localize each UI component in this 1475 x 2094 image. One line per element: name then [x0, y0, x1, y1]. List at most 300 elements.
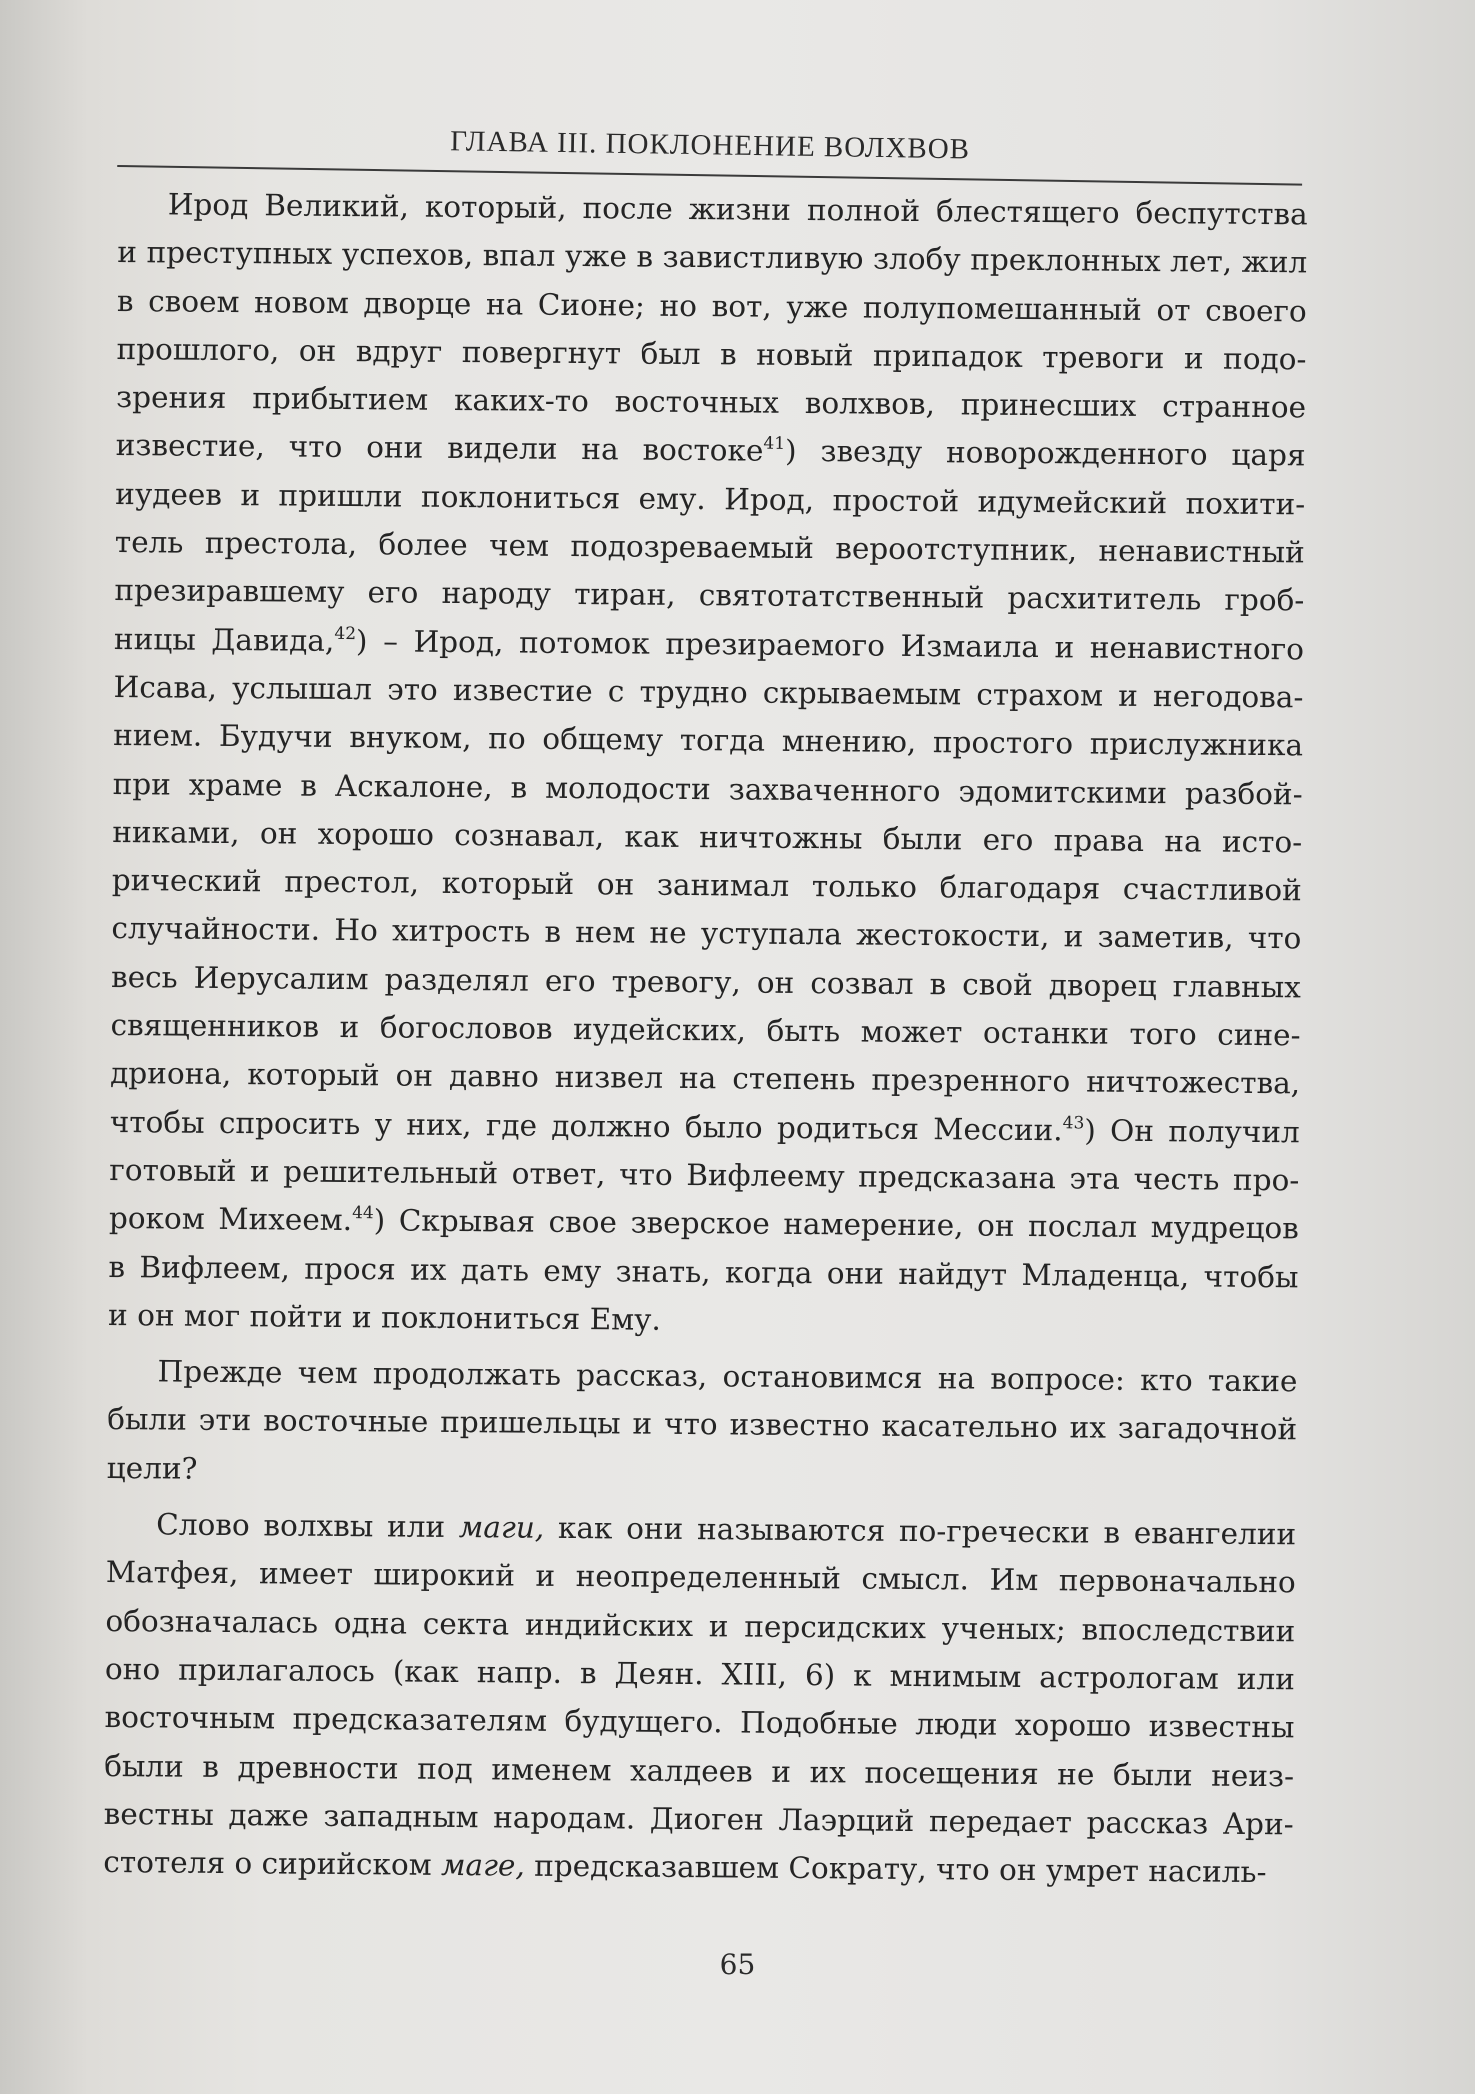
text-run: XIII,: [721, 1657, 788, 1692]
text-run: напр.: [476, 1655, 563, 1690]
text-run: чтобы: [109, 1104, 205, 1140]
text-run: простой: [832, 483, 960, 519]
text-run: он: [137, 1298, 175, 1333]
text-run: передает: [928, 1803, 1073, 1840]
text-run: права: [1053, 823, 1145, 858]
text-run: вдруг: [355, 333, 443, 369]
word: [491, 1745, 612, 1794]
text-run: который,: [424, 189, 567, 225]
text-run: должно: [551, 1108, 671, 1144]
text-run: к: [853, 1658, 872, 1693]
word: [1248, 914, 1302, 963]
word: [252, 374, 428, 424]
word: [570, 522, 814, 572]
word: [278, 471, 402, 520]
word: [1086, 1798, 1208, 1847]
text-run: в: [202, 1749, 220, 1784]
word: [1113, 1750, 1193, 1799]
text-run: имеет: [258, 1556, 354, 1592]
text-run: каких-то: [453, 383, 589, 419]
text-run: сирийском: [261, 1846, 432, 1882]
text-run: престол,: [284, 864, 420, 900]
text-run: не: [1057, 1756, 1095, 1792]
text-run: и: [1054, 629, 1075, 665]
text-run: Матфея,: [105, 1555, 239, 1591]
word: [103, 1845, 225, 1880]
word: [1118, 1404, 1298, 1454]
text-run: рический: [111, 863, 262, 899]
word: [105, 1597, 318, 1647]
text-run: них,: [406, 1107, 472, 1142]
word: [858, 1152, 1056, 1202]
word: [1223, 1800, 1294, 1849]
word: [711, 282, 771, 331]
word: [111, 953, 178, 1002]
word: [108, 1242, 125, 1290]
text-run: успехов,: [341, 237, 474, 273]
word: [1222, 818, 1303, 867]
word: [936, 1852, 990, 1886]
text-run: они: [626, 1511, 684, 1546]
text-run: народам.: [493, 1800, 636, 1836]
text-run: астрологам: [1039, 1660, 1219, 1696]
text-run: и: [240, 477, 261, 513]
word: [639, 668, 748, 717]
text-run: пришельцы: [440, 1405, 621, 1441]
word: [454, 811, 604, 861]
text-run: тель: [114, 525, 184, 560]
word: [939, 863, 1100, 913]
word: [699, 813, 863, 863]
word: [109, 1146, 236, 1195]
text-run: в: [929, 966, 947, 1002]
text-run: пойти: [249, 1299, 343, 1334]
word: [697, 1505, 886, 1555]
text-run: зрения: [115, 380, 227, 416]
word: [649, 909, 687, 958]
text-run: намерение,: [783, 1207, 964, 1243]
word: [575, 908, 635, 957]
text-run: негодова-: [1152, 679, 1304, 715]
text-run: никами,: [112, 814, 240, 850]
text-run: не: [649, 916, 687, 951]
word: [115, 470, 222, 519]
text-run: расхититель: [1007, 581, 1202, 617]
text-run: найдут: [898, 1256, 1008, 1292]
text-run: называются: [696, 1512, 886, 1548]
word: [116, 325, 279, 375]
word: [1007, 574, 1201, 624]
text-run: в: [300, 768, 318, 803]
word: [1090, 720, 1304, 770]
word: [1184, 334, 1204, 382]
word: [1123, 865, 1302, 915]
text-run: который: [247, 1057, 380, 1093]
word: [117, 228, 137, 276]
word: [709, 1602, 729, 1650]
text-run: Великий,: [264, 188, 410, 224]
word: [805, 1651, 836, 1700]
word: [933, 1105, 1096, 1155]
word: [219, 1099, 361, 1149]
word: [1185, 769, 1303, 818]
word: [1054, 816, 1145, 865]
text-run: готовый: [109, 1152, 237, 1189]
word: [534, 1849, 779, 1885]
text-run: и: [771, 1754, 792, 1789]
word: [1172, 962, 1301, 1011]
word: [1148, 1702, 1294, 1752]
word: [871, 1056, 1070, 1106]
word: [544, 908, 561, 956]
text-run: разделял: [384, 962, 530, 998]
text-run: захваченного: [728, 771, 941, 808]
word: [1090, 623, 1305, 673]
text-run: эта: [1069, 1161, 1121, 1196]
word: [1208, 1357, 1298, 1406]
word: [146, 229, 332, 279]
text-run: прилагалось: [178, 1652, 375, 1689]
word: [510, 763, 527, 811]
word: [449, 1052, 539, 1101]
text-run: что: [288, 429, 343, 465]
word: [1241, 238, 1307, 287]
text-run: на: [485, 286, 524, 322]
text-run: известие: [452, 672, 593, 709]
text-run: это: [387, 672, 438, 707]
word: [545, 763, 711, 813]
word: [856, 911, 1050, 961]
word: [983, 1009, 1109, 1058]
text-run: чем: [488, 528, 550, 563]
text-run: скрываемым: [762, 675, 962, 712]
text-run: иудейских,: [572, 1012, 747, 1048]
word: [240, 471, 260, 519]
text-run: исто-: [1221, 824, 1303, 860]
text-run: ненавистного: [1089, 630, 1305, 667]
word: [619, 1150, 673, 1199]
text-run: вопросе:: [990, 1361, 1126, 1397]
word: [116, 373, 227, 422]
text-run: чтобы: [1203, 1259, 1299, 1294]
text-run: впоследствии: [1081, 1612, 1296, 1648]
text-run: тогда: [679, 723, 766, 758]
word: [729, 765, 941, 815]
text-run: послал: [1027, 1209, 1138, 1245]
word: [977, 1202, 1015, 1251]
text-run: знать,: [615, 1253, 711, 1289]
text-run: одна: [333, 1605, 408, 1641]
word: [665, 619, 885, 669]
word: [110, 1098, 205, 1147]
word: [1168, 1107, 1300, 1156]
text-run: восточным: [104, 1700, 276, 1736]
text-run: быть: [766, 1013, 841, 1049]
text-run: были: [1112, 1757, 1193, 1792]
word: [137, 1298, 175, 1332]
text-run: может: [860, 1014, 963, 1050]
word: [740, 1699, 898, 1749]
text-run: повергнут: [461, 334, 622, 371]
word: [1021, 1250, 1189, 1300]
word: [356, 327, 443, 376]
text-run: пришли: [278, 478, 403, 514]
word: [157, 1348, 282, 1397]
word: [1081, 1605, 1295, 1655]
text-run: ничтожества,: [1086, 1064, 1301, 1101]
word: [545, 957, 596, 1006]
text-run: в: [1103, 1515, 1121, 1550]
text-run: Сократу,: [788, 1851, 927, 1887]
text-run: дворец: [1048, 967, 1157, 1003]
text-run: ): [355, 623, 368, 658]
word: [454, 376, 589, 425]
text-run: мудрецов: [1150, 1210, 1300, 1246]
text-run: были: [882, 821, 963, 857]
word: [1103, 1509, 1120, 1557]
word: [558, 1504, 613, 1553]
word: [873, 331, 1023, 381]
text-run: презираемого: [665, 626, 886, 663]
word: [1231, 431, 1305, 480]
word: [425, 183, 567, 233]
text-run: останки: [982, 1015, 1110, 1051]
text-run: известны: [1148, 1709, 1295, 1745]
text-run: лет,: [1170, 244, 1233, 280]
text-run: он: [298, 333, 337, 368]
text-run: и: [535, 1559, 556, 1594]
text-run: их: [809, 1754, 847, 1789]
word: [942, 1604, 1066, 1653]
word: [477, 1648, 563, 1697]
text-run: смысл.: [861, 1561, 970, 1597]
text-run: свое: [548, 1205, 618, 1240]
text-run: тревогу,: [611, 964, 741, 1000]
word: [406, 1100, 472, 1149]
text-run: дать: [460, 1252, 530, 1288]
word: [247, 1051, 380, 1100]
word: [1224, 576, 1304, 625]
text-run: прошлого,: [116, 331, 280, 368]
text-run: новом: [253, 284, 350, 320]
word: [686, 1151, 845, 1201]
text-run: счастливой: [1122, 871, 1302, 908]
word: [614, 378, 779, 428]
text-run: касательно: [881, 1409, 1058, 1445]
text-run: Измаила: [900, 628, 1040, 664]
text-run: завистливую: [662, 240, 864, 276]
text-run: кто: [1140, 1363, 1193, 1398]
text-run: услышал: [232, 670, 373, 707]
word: [564, 1697, 723, 1747]
text-run: Иерусалим: [193, 960, 369, 996]
word: [349, 713, 472, 762]
text-run: нем: [575, 915, 636, 950]
word: [367, 569, 418, 618]
word: [929, 960, 946, 1008]
word: [117, 277, 134, 325]
word: [788, 1851, 927, 1886]
text-run: предсказана: [858, 1159, 1057, 1196]
word: [106, 1548, 239, 1597]
word: [441, 1848, 525, 1883]
text-run: благодаря: [939, 870, 1101, 906]
text-run: такие: [1207, 1363, 1298, 1399]
word: [1203, 1252, 1298, 1301]
text-run: обозначалась: [105, 1603, 319, 1640]
text-run: или: [386, 1509, 446, 1544]
text-run: прося: [304, 1251, 396, 1286]
paragraph: [107, 1347, 1298, 1502]
text-run: от: [1156, 292, 1191, 327]
text-run: его: [982, 822, 1034, 857]
text-run: жестокости,: [856, 917, 1050, 954]
word: [110, 1001, 319, 1051]
word: [317, 810, 434, 859]
word: [110, 1049, 232, 1098]
text-run: мнимым: [889, 1658, 1022, 1694]
word: [387, 665, 438, 714]
word: [447, 424, 558, 473]
word: [1211, 1751, 1294, 1800]
text-run: Сионе;: [537, 287, 646, 323]
word: [732, 1055, 856, 1104]
footnote-marker: 43: [1062, 1112, 1085, 1134]
word: [205, 519, 358, 569]
word: [685, 1103, 763, 1152]
word: [614, 1649, 704, 1698]
text-run: предсказавшем: [534, 1848, 780, 1885]
word: [115, 518, 184, 567]
word: [260, 809, 298, 858]
word: [659, 281, 697, 330]
running-title: ГЛАВА III. ПОКЛОНЕНИЕ ВОЛХВОВ: [450, 125, 971, 166]
text-run: после: [582, 191, 673, 226]
text-run: престола,: [204, 525, 358, 562]
word: [114, 566, 344, 616]
text-run: Скрывая: [398, 1203, 536, 1239]
text-run: Давида,: [211, 622, 335, 658]
word: [1134, 1509, 1297, 1559]
text-run: зверское: [630, 1205, 770, 1241]
word: [168, 180, 249, 229]
word: [297, 1349, 357, 1398]
word: [1156, 286, 1191, 335]
word: [462, 328, 622, 378]
word: [899, 1507, 1090, 1557]
word: [701, 910, 843, 960]
word: [383, 617, 398, 665]
word: [393, 1647, 459, 1696]
text-run: Исава,: [113, 669, 218, 705]
text-run: полной: [806, 193, 921, 229]
word: [263, 1397, 428, 1447]
text-run: было: [684, 1109, 763, 1145]
text-run: преступных: [146, 235, 333, 272]
text-run: на: [581, 432, 619, 467]
word: [488, 715, 526, 764]
text-run: вероотступник,: [835, 531, 1078, 568]
word: [1086, 1058, 1300, 1108]
text-run: Подобные: [739, 1705, 899, 1742]
text-run: Вифлеем,: [139, 1249, 291, 1286]
text-run: видели: [447, 431, 558, 467]
text-run: в: [116, 283, 134, 318]
word: [864, 1748, 1039, 1798]
body-text: [103, 180, 1308, 1897]
text-run: посещения: [864, 1755, 1039, 1791]
text-run: эдомитскими: [958, 773, 1168, 810]
word: [861, 1555, 969, 1604]
text-run: рассказ: [1086, 1805, 1209, 1841]
word: [898, 1249, 1007, 1298]
text-run: неопределенный: [575, 1559, 842, 1596]
text-run: священников: [110, 1008, 320, 1044]
word: [114, 615, 196, 664]
text-run: на: [1164, 824, 1202, 859]
text-run: мог: [183, 1298, 241, 1333]
text-run: он: [395, 1058, 434, 1094]
word: [115, 421, 265, 471]
text-run: созвал: [810, 965, 914, 1001]
word: [178, 1645, 375, 1695]
text-run: ученых;: [941, 1610, 1066, 1646]
word: [442, 859, 575, 908]
word: [938, 1354, 976, 1403]
word: [861, 1008, 963, 1057]
text-run: его: [367, 575, 419, 611]
text-run: где: [485, 1107, 538, 1143]
word: [958, 767, 1167, 817]
text-run: Будучи: [218, 719, 333, 755]
word: [1118, 672, 1138, 720]
word: [565, 232, 627, 281]
word: [107, 1395, 187, 1444]
word: [1170, 237, 1232, 286]
text-run: он: [756, 965, 795, 1000]
word: [1057, 1750, 1095, 1799]
word: [1151, 1203, 1300, 1253]
word: [724, 475, 814, 524]
text-run: или: [1236, 1661, 1296, 1697]
text-run: тиран,: [574, 577, 676, 613]
text-run: и: [117, 235, 138, 270]
text-run: давно: [448, 1059, 539, 1095]
word: [929, 1797, 1072, 1847]
text-run: более: [378, 527, 468, 563]
text-run: восточные: [263, 1403, 429, 1440]
word: [680, 716, 766, 765]
word: [936, 187, 1120, 237]
word: [1133, 1155, 1219, 1204]
word: [148, 277, 240, 326]
word: [662, 233, 863, 283]
text-run: он: [259, 816, 298, 851]
word: [636, 233, 653, 281]
text-run: Михеем.: [218, 1202, 353, 1238]
word: [373, 1349, 561, 1399]
text-run: когда: [724, 1254, 813, 1290]
text-run: по: [488, 721, 526, 756]
word: [342, 230, 474, 279]
word: [630, 1746, 753, 1795]
text-run: он: [976, 1208, 1015, 1244]
text-run: уже: [786, 289, 849, 324]
page-number: 65: [719, 1948, 756, 1981]
word: [657, 861, 790, 910]
text-run: трудно: [639, 674, 748, 710]
word: [1054, 623, 1074, 671]
